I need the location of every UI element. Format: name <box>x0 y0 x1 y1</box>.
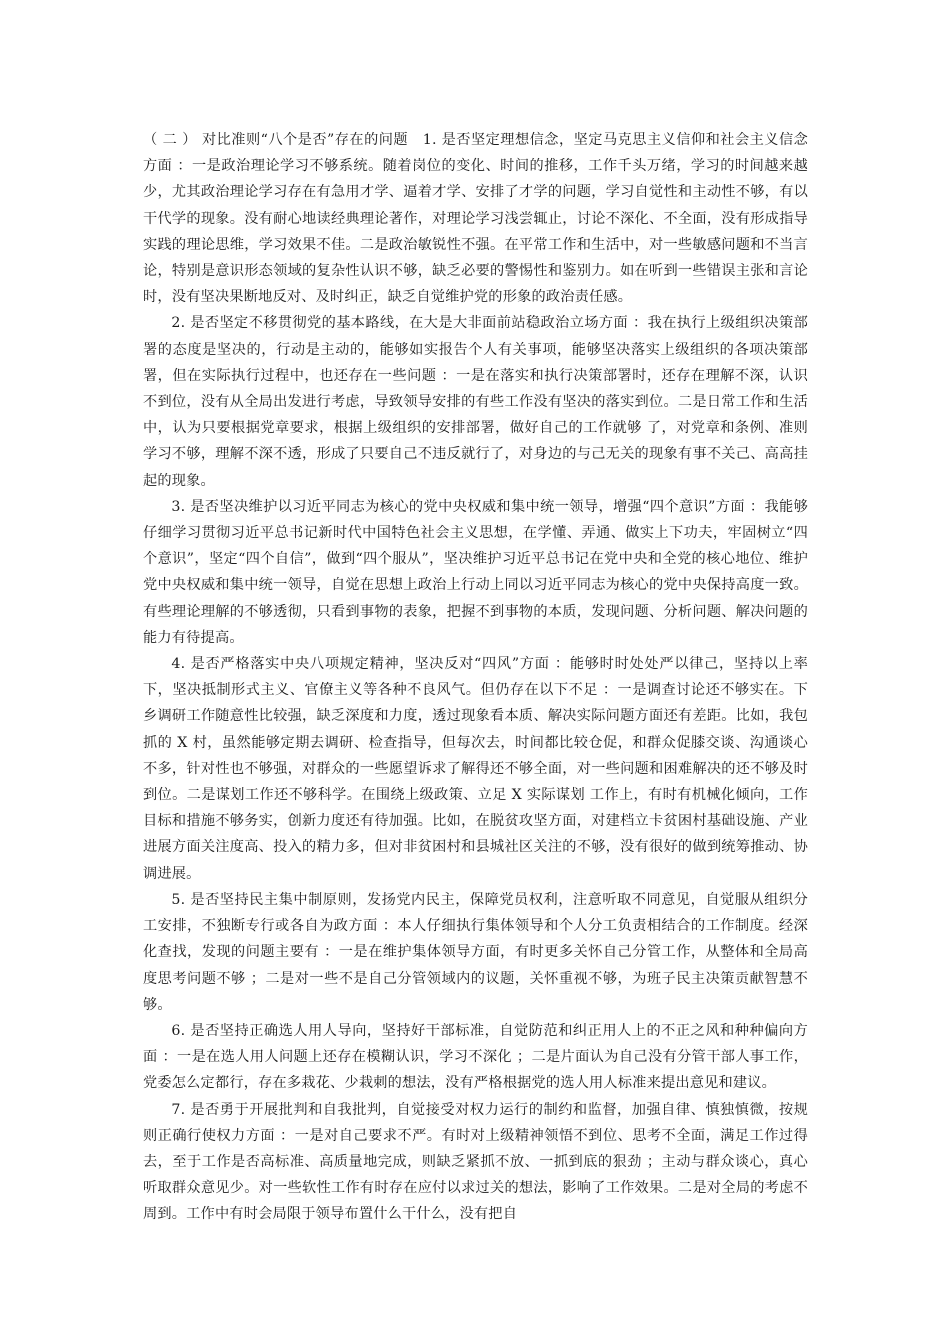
paragraph-2: 2. 是否坚定不移贯彻党的基本路线，在大是大非面前站稳政治立场方面 ：我在执行上级组织决策部署的态度是坚决的，行动是主动的，能够如实报告个人有关事项，能够坚决落实上级组织的各项决策部署，但在实际执行过程中，也还存在一些问题 ：一是在落实和执行决策部署时，还存在理解不深，认识不到位，没有从全局出发进行考虑，导致领导安排的有些工作没有坚决的落实到位。二是日常工作和生活中，认为只要根据党章要求，根据上级组织的安排部署，做好自己的工作就够 了，对党章和条例、准则学习不够，理解不深不透，形成了只要自己不违反就行了，对身边的与己无关的现象有事不关己、高高挂起的现象。 <box>143 315 808 489</box>
paragraph-5: 5. 是否坚持民主集中制原则，发扬党内民主，保障党员权利，注意听取不同意见，自觉服从组织分工安排，不独断专行或各自为政方面 ：本人仔细执行集体领导和个人分工负责相结合的工作制度。经深化查找，发现的问题主要有 ：一是在维护集体领导方面，有时更多关怀自己分管工作，从整体和全局高度思考问题不够 ；二是对一些不是自己分管领域内的议题，关怀重视不够，为班子民主决策贡献智慧不够。 <box>143 891 808 1013</box>
paragraph-7: 7. 是否勇于开展批判和自我批判，自觉接受对权力运行的制约和监督，加强自律、慎独慎微，按规则正确行使权力方面 ：一是对自己要求不严。有时对上级精神领悟不到位、思考不全面，满足工作过得去，至于工作是否高标准、高质量地完成，则缺乏紧抓不放、一抓到底的狠劲 ；主动与群众谈心，真心听取群众意见少。对一些软性工作有时存在应付以求过关的想法，影响了工作效果。二是对全局的考虑不周到。工作中有时会局限于领导布置什么干什么，没有把自 <box>143 1101 808 1223</box>
paragraph-3: 3. 是否坚决维护以习近平同志为核心的党中央权威和集中统一领导，增强“四个意识”方面 ：我能够仔细学习贯彻习近平总书记新时代中国特色社会主义思想，在学懂、弄通、做实上下功夫，牢固树立“四个意识”，坚定“四个自信”，做到“四个服从”，坚决维护习近平总书记在党中央和全党的核心地位、维护党中央权威和集中统一领导，自觉在思想上政治上行动上同以习近平同志为核心的党中央保持高度一致。有些理论理解的不够透彻，只看到事物的表象，把握不到事物的本质，发现问题、分析问题、解决问题的能力有待提高。 <box>143 498 808 646</box>
paragraph-6: 6. 是否坚持正确选人用人导向，坚持好干部标准，自觉防范和纠正用人上的不正之风和种种偏向方面 ：一是在选人用人问题上还存在模糊认识，学习不深化 ；二是片面认为自己没有分管干部人事工作，党委怎么定都行，存在多栽花、少栽刺的想法，没有严格根据党的选人用人标准来提出意见和建议。 <box>143 1022 808 1092</box>
paragraph-4: 4. 是否严格落实中央八项规定精神，坚决反对“四风”方面 ：能够时时处处严以律己，坚持以上率下，坚决抵制形式主义、官僚主义等各种不良风气。但仍存在以下不足 ：一是调查讨论还不够实在。下乡调研工作随意性比较强，缺乏深度和力度，透过现象看本质、解决实际问题方面还有差距。比如，我包抓的 X 村，虽然能够定期去调研、检查指导，但每次去，时间都比较仓促，和群众促膝交谈、沟通谈心不多，针对性也不够强，对群众的一些愿望诉求了解得还不够全面，对一些问题和困难解决的还不够及时到位。二是谋划工作还不够科学。在围绕上级政策、立足 X 实际谋划 工作上，有时有机械化倾向，工作目标和措施不够务实，创新力度还有待加强。比如，在脱贫攻坚方面，对建档立卡贫困村基础设施、产业进展方面关注度高、投入的精力多，但对非贫困村和县城社区关注的不够，没有很好的做到统筹推动、协调进展。 <box>143 656 808 882</box>
document-body <box>143 127 808 1228</box>
paragraph-1: （ 二 ） 对比准则“八个是否”存在的问题 1. 是否坚定理想信念，坚定马克思主义信仰和社会主义信念方面 ：一是政治理论学习不够系统。随着岗位的变化、时间的推移，工作千头万绪，学习的时间越来越少，尤其政治理论学习存在有急用才学、逼着才学、安排了才学的问题，学习自觉性和主动性不够，有以干代学的现象。没有耐心地读经典理论著作，对理论学习浅尝辄止，讨论不深化、不全面，没有形成指导实践的理论思维，学习效果不佳。二是政治敏锐性不强。在平常工作和生活中，对一些敏感问题和不当言论，特别是意识形态领域的复杂性认识不够，缺乏必要的警惕性和鉴别力。如在听到一些错误主张和言论时，没有坚决果断地反对、及时纠正，缺乏自觉维护党的形象的政治责任感。 <box>143 132 808 306</box>
